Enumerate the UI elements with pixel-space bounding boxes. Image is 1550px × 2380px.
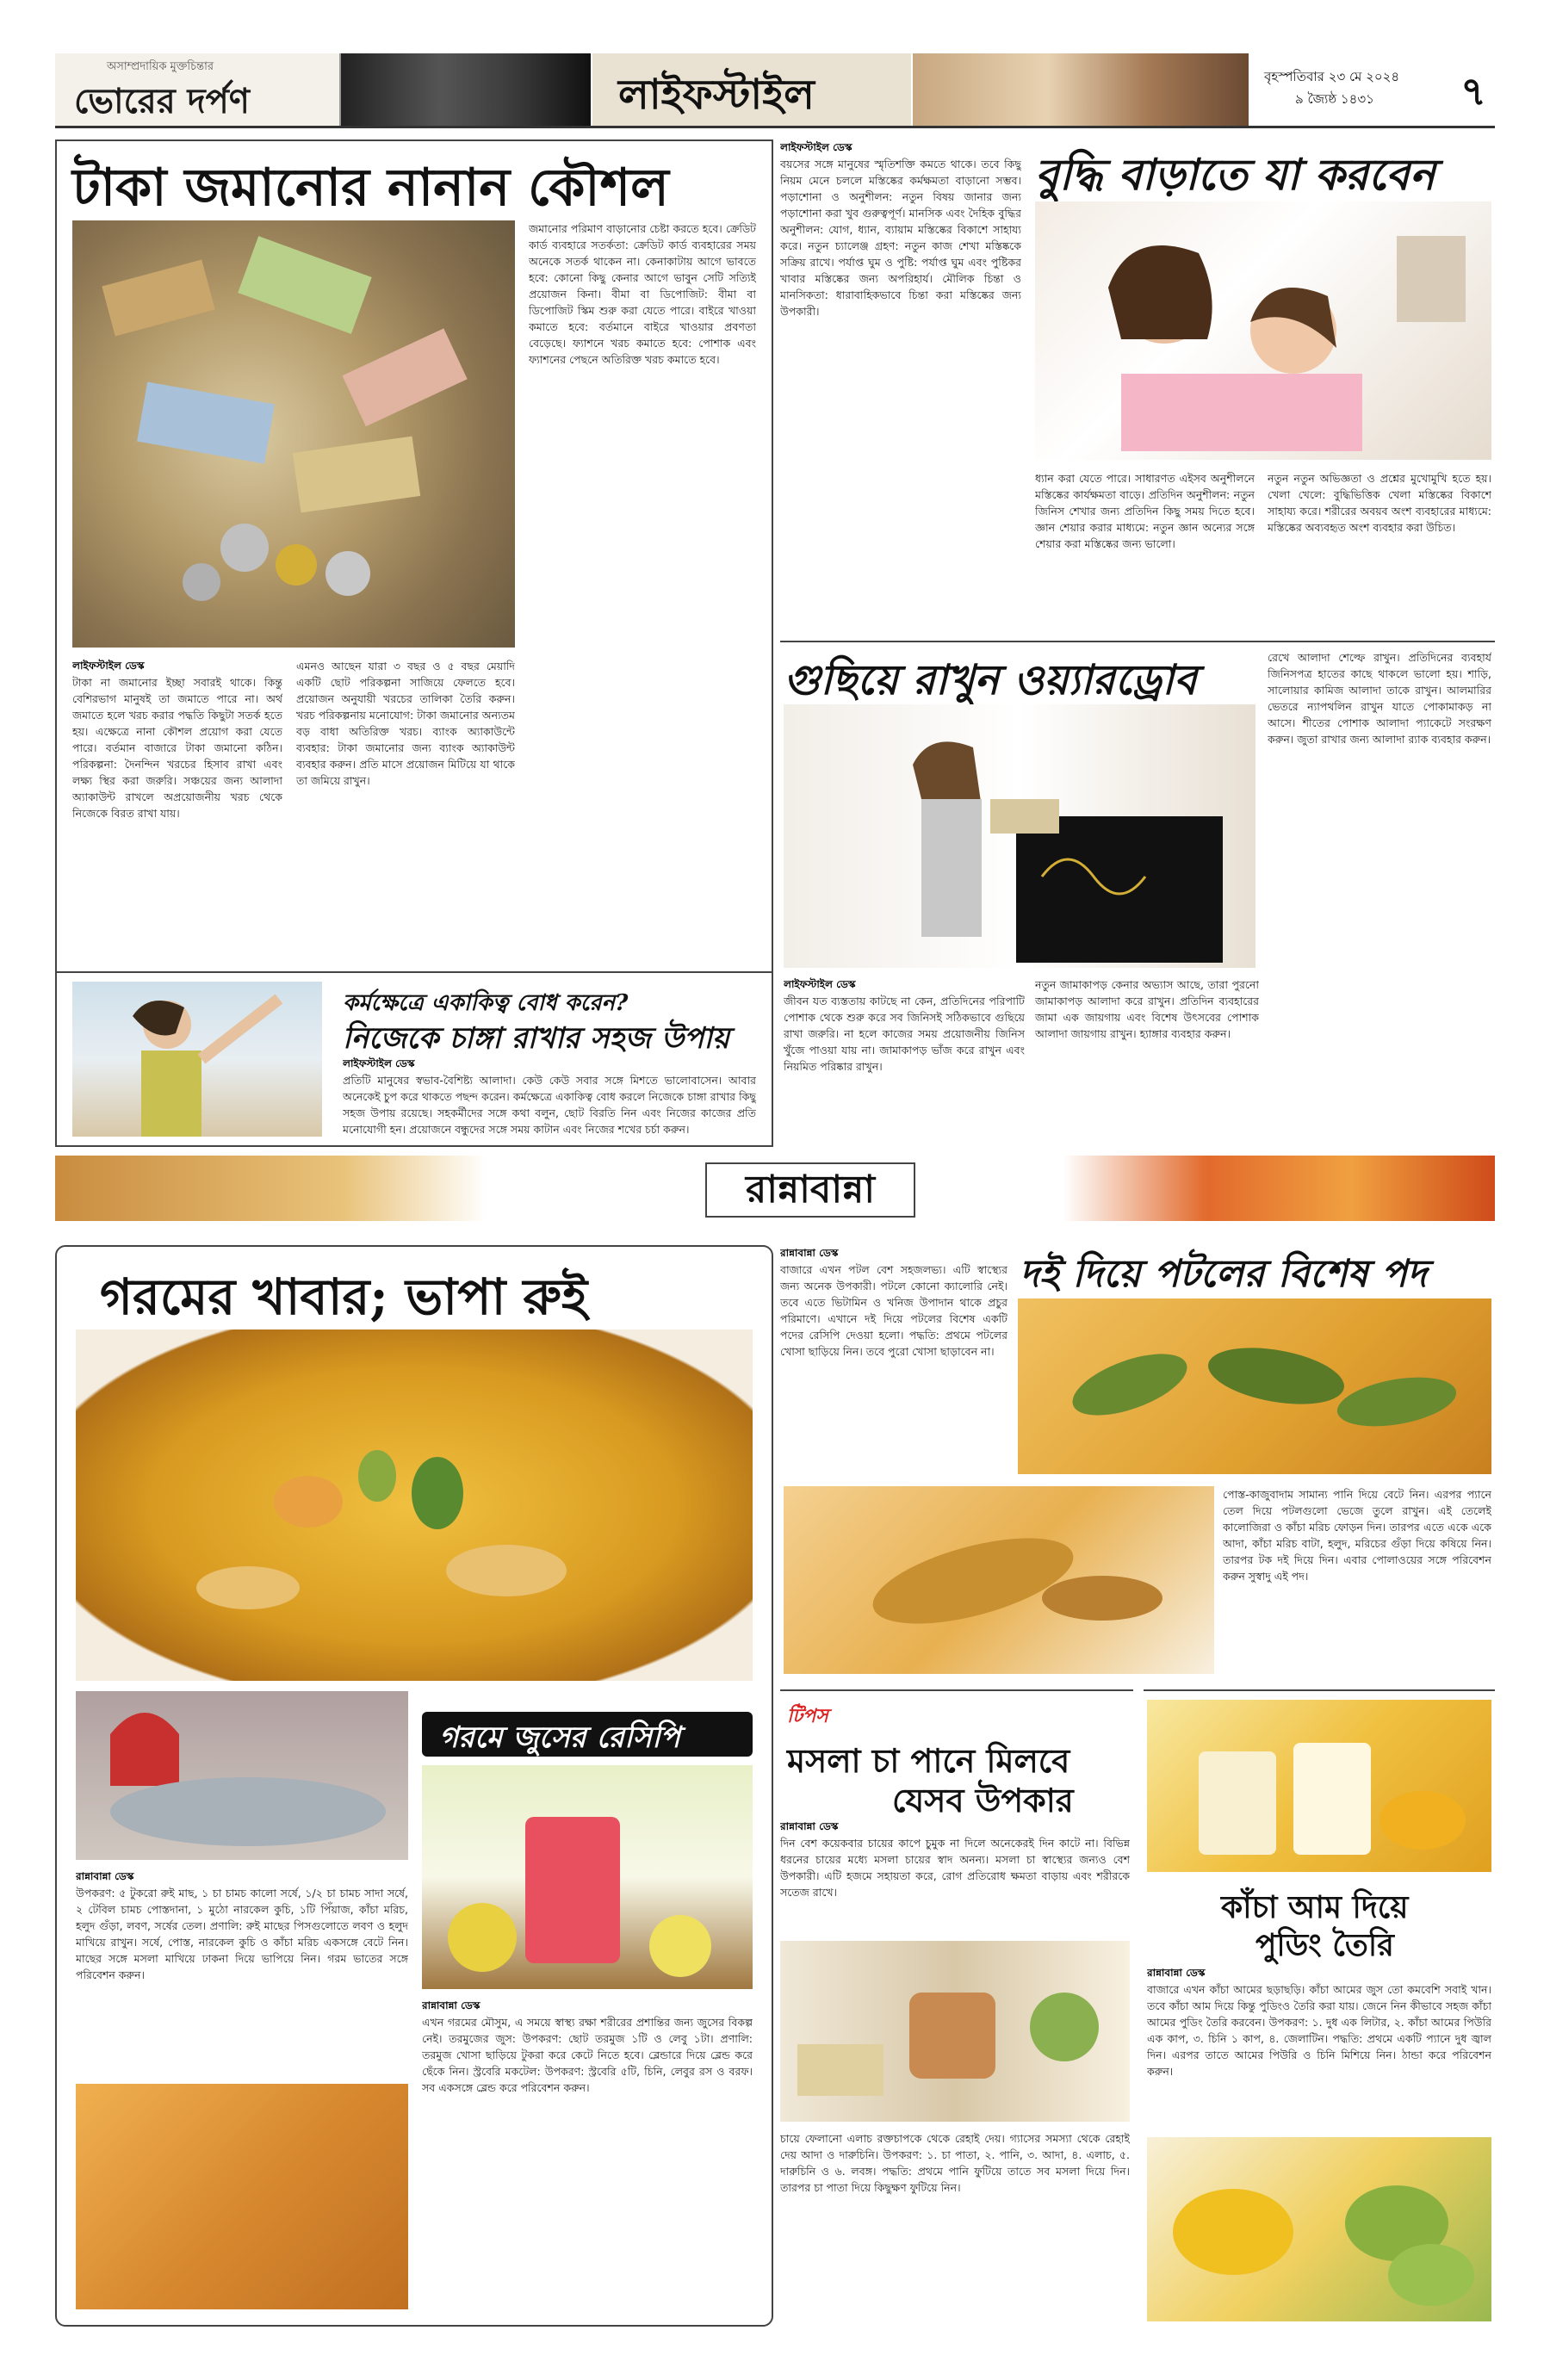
- money-illustration: [72, 220, 515, 648]
- article8-headline-line1: মসলা চা পানে মিলবে: [787, 1741, 1070, 1780]
- article2-kicker: কর্মক্ষেত্রে একাকিত্ব বোধ করেন?: [343, 990, 629, 1016]
- article6-headline: গরমে জুসের রেসিপি: [439, 1720, 680, 1755]
- woman-photo: [72, 982, 322, 1137]
- article3-headline: বুদ্ধি বাড়াতে যা করবেন: [1035, 149, 1435, 200]
- divider: [57, 971, 772, 973]
- raw-mango-photo: [1147, 2137, 1491, 2321]
- juice-header-box: [422, 1712, 753, 1757]
- article4-col3-text: রেখে আলাদা শেল্ফে রাখুন। প্রতিদিনের ব্যবহার্য জিনিসপত্র হাতের কাছে থাকলে ভালো হয়। শাড়ি, সালোয়ার কামিজ আলাদা তাকে রাখুন। আলমারির ভেতরে ন্যাপথলিন রাখুন যাতে পোকামাকড় না আসে। শীতের পোশাক আলাদা প্যাকেটে সংরক্ষণ করুন। জুতা রাখার জন্য আলাদা র‍্যাক ব্যবহার করুন।: [1268, 651, 1491, 746]
- article5-byline: রান্নাবান্না ডেস্ক: [76, 1870, 134, 1882]
- juice-photo: [422, 1765, 753, 1989]
- article4-col3: [1268, 649, 1491, 1140]
- article8-headline-line2: যেসব উপকার: [892, 1781, 1074, 1819]
- bhapa-rui-illustration: [76, 1329, 753, 1681]
- article1-headline: টাকা জমানোর নানান কৌশল: [72, 158, 669, 218]
- article2-body: [343, 1056, 756, 1138]
- article1-col3-text: জমানোর পরিমাণ বাড়ানোর চেষ্টা করতে হবে। ক্রেডিট কার্ড ব্যবহারে সতর্কতা: ক্রেডিট কার্ড ব্যবহারের সময় অনেকে সতর্ক থাকেন না। কেনাকাটায় আগে ভাবতে হবে: কোনো কিছু কেনার আগে ভাবুন সেটি সত্যিই প্রয়োজন কিনা। বীমা বা ডিপোজিট: বীমা বা ডিপোজিট স্কিম শুরু করা যেতে পারে। বাইরে খাওয়া কমাতে হবে: বর্তমানে বাইরে খাওয়ার প্রবণতা বেড়েছে। ফ্যাশনে খরচ কমাতে হবে: পোশাক এবং ফ্যাশনের পেছনে অতিরিক্ত খরচ কমাতে হবে।: [529, 222, 756, 366]
- article7-col2: [1223, 1486, 1491, 1674]
- wardrobe-photo: [784, 704, 1256, 968]
- article8-body2: [780, 2130, 1130, 2321]
- mother-child-photo: [1035, 201, 1491, 460]
- article4-col2-text: নতুন জামাকাপড় কেনার অভ্যাস আছে, তারা পুরনো জামাকাপড় আলাদা করে রাখুন। প্রতিদিন ব্যবহারের জামা এক জায়গায় এবং বিশেষ উৎসবের পোশাক আলাদা জায়গায় রাখুন। হ্যাঙ্গার ব্যবহার করুন।: [1035, 978, 1259, 1040]
- article9-body-text: বাজারে এখন কাঁচা আমের ছড়াছড়ি। কাঁচা আমের জুস তো কমবেশি সবাই খান। তবে কাঁচা আম দিয়ে কিন্তু পুডিংও তৈরি করা যায়। জেনে নিন কীভাবে সহজ কাঁচা আমের পুডিং তৈরি করবেন। উপকরণ: ১. দুধ এক লিটার, ২. কাঁচা আমের পিউরি এক কাপ, ৩. চিনি ১ কাপ, ৪. জেলাটিন। পদ্ধতি: প্রথমে একটি প্যানে দুধ জ্বাল দিন। এরপর তাতে আমের পিউরি ও চিনি মিশিয়ে নিন। ঠান্ডা করে পরিবেশন করুন।: [1147, 1983, 1491, 2078]
- article9-headline-line1: কাঁচা আম দিয়ে: [1221, 1889, 1409, 1925]
- hair-banner-image: [341, 53, 591, 126]
- mother-child-illustration: [1035, 201, 1491, 460]
- article4-byline: লাইফস্টাইল ডেস্ক: [784, 978, 856, 990]
- left-food-box: [55, 1245, 773, 2327]
- article9: [1144, 1689, 1495, 2325]
- article3-col3: [1268, 470, 1491, 634]
- article7-headline: দই দিয়ে পটলের বিশেষ পদ: [1020, 1252, 1428, 1296]
- article7-byline: রান্নাবান্না ডেস্ক: [780, 1247, 839, 1259]
- article7: [780, 1245, 1495, 1677]
- article9-body: [1147, 1965, 1491, 2129]
- article3-col2: [1035, 470, 1255, 634]
- article1-col1-text: টাকা না জমানোর ইচ্ছা সবারই থাকে। কিন্তু বেশিরভাগ মানুষই তা জমাতে পারে না। অর্থ জমাতে হলে খরচ করার পদ্ধতি কিছুটা সতর্ক হতে হয়। এক্ষেত্রে নানা কৌশল প্রয়োগ করা যেতে পারে। বর্তমান বাজারে টাকা জমানো কঠিন। পরিকল্পনা: দৈনন্দিন খরচের হিসাব রাখা এবং লক্ষ্য স্থির করা জরুরি। সঞ্চয়ের জন্য আলাদা অ্যাকাউন্ট রাখলে অপ্রয়োজনীয় খরচ থেকে নিজেকে বিরত রাখা যায়।: [72, 676, 282, 820]
- article5-body-text: উপকরণ: ৫ টুকরো রুই মাছ, ১ চা চামচ কালো সর্ষে, ১/২ চা চামচ সাদা সর্ষে, ২ টেবিল চামচ পোস্তদানা, ১ মুঠো নারকেল কুচি, ১টি পিঁয়াজ, কাঁচা মরিচ, হলুদ গুঁড়া, লবণ, সর্ষের তেল। প্রণালি: রুই মাছের পিসগুলোতে লবণ ও হলুদ মাখিয়ে রাখুন। সর্ষে, পোস্ত, নারকেল কুচি ও কাঁচা মরিচ একসঙ্গে বেটে নিন। মাছের সঙ্গে মসলা মাখিয়ে ঢাকনা দিয়ে ভাপিয়ে নিন। গরম ভাতের সঙ্গে পরিবেশন করুন।: [76, 1887, 408, 1981]
- left-top-box: [55, 139, 773, 1147]
- tea-illustration: [780, 1941, 1130, 2122]
- section-title: লাইফস্টাইল: [618, 71, 815, 119]
- article7-col1: [780, 1245, 1008, 1476]
- article1-col2: [296, 658, 515, 968]
- article7-col2-text: পোস্ত-কাজুবাদাম সামান্য পানি দিয়ে বেটে নিন। এরপর প্যানে তেল দিয়ে পটলগুলো ভেজে তুলে রাখুন। এই তেলেই কালোজিরা ও কাঁচা মরিচ ফোড়ন দিন। তারপর এতে একে একে আদা, কাঁচা মরিচ বাটা, হলুদ, মরিচের গুঁড়া দিয়ে কষিয়ে নিন। তারপর টক দই দিয়ে দিন। এবার পোলাওয়ের সঙ্গে পরিবেশন করুন সুস্বাদু এই পদ।: [1223, 1488, 1491, 1583]
- article4-col2: [1035, 976, 1259, 1140]
- article1-byline: লাইফস্টাইল ডেস্ক: [72, 660, 145, 672]
- article8: [780, 1689, 1133, 2325]
- paper-name: ভোরের দর্পণ: [74, 81, 250, 121]
- masthead: [55, 53, 1495, 128]
- wardrobe-illustration: [784, 704, 1256, 968]
- potol-illustration-1: [1018, 1298, 1491, 1474]
- raw-mango-illustration: [1147, 2137, 1491, 2321]
- date-line-2: ৯ জ্যৈষ্ঠ ১৪৩১: [1295, 91, 1374, 107]
- article5-body: [76, 1869, 408, 2075]
- article3-col1-text: বয়সের সঙ্গে মানুষের স্মৃতিশক্তি কমতে থাকে। তবে কিছু নিয়ম মেনে চললে মস্তিষ্কের কর্মক্ষমতা বাড়ানো সম্ভব। পড়াশোনা ও অনুশীলন: নতুন বিষয় জানার জন্য পড়াশোনা করা খুব গুরুত্বপূর্ণ। মানসিক এবং দৈহিক বুদ্ধির অনুশীলন: যোগ, ধ্যান, ব্যায়াম মস্তিষ্কের বিকাশে সাহায্য করে। নতুন চ্যালেঞ্জ গ্রহণ: নতুন কাজ শেখা মস্তিষ্ককে সক্রিয় রাখে। পর্যাপ্ত ঘুম ও পুষ্টি: পর্যাপ্ত ঘুম এবং পুষ্টিকর খাবার মস্তিষ্কের জন্য অপরিহার্য। মৌলিক চিন্তা ও মানসিকতা: ধারাবাহিকভাবে চিন্তা করা মস্তিষ্কের জন্য উপকারী।: [780, 158, 1021, 318]
- article4-col1-text: জীবন যত ব্যস্ততায় কাটছে না কেন, প্রতিদিনের পরিপাটি পোশাক থেকে শুরু করে সব জিনিসই সঠিকভাবে গুছিয়ে রাখা জরুরি। না হলে কাজের সময় প্রয়োজনীয় জিনিস খুঁজে পাওয়া যায় না। জামাকাপড় ভাঁজ করে রাখুন এবং নিয়মিত পরিষ্কার রাখুন।: [784, 995, 1025, 1073]
- article1-col2-text: এমনও আছেন যারা ৩ বছর ও ৫ বছর মেয়াদি একটি ছোট পরিকল্পনা সাজিয়ে ফেলতে হবে। প্রয়োজন অনুযায়ী খরচের তালিকা তৈরি করুন। খরচ পরিকল্পনায় মনোযোগ: টাকা জমানোর অন্যতম বড় বাধা অতিরিক্ত খরচ। ব্যাংক অ্যাকাউন্টে ব্যবহার: টাকা জমানোর জন্য ব্যাংক অ্যাকাউন্ট ব্যবহার করুন। প্রতি মাসে প্রয়োজন মিটিয়ে যা থাকে তা জমিয়ে রাখুন।: [296, 660, 515, 787]
- article9-byline: রান্নাবান্না ডেস্ক: [1147, 1967, 1206, 1979]
- article2-byline: লাইফস্টাইল ডেস্ক: [343, 1057, 415, 1069]
- article1-col3: [529, 220, 756, 968]
- article2-headline: নিজেকে চাঙ্গা রাখার সহজ উপায়: [343, 1021, 730, 1056]
- article8-body: [780, 1819, 1130, 1936]
- article3-col3-text: নতুন নতুন অভিজ্ঞতা ও প্রশ্নের মুখোমুখি হতে হয়। খেলা খেলে: বুদ্ধিভিত্তিক খেলা মস্তিষ্কের বিকাশে সাহায্য করে। শরীরের অবয়ব অংশ ব্যবহারের মাধ্যমে: মস্তিষ্কের অব্যবহৃত অংশ ব্যবহার করা উচিত।: [1268, 472, 1491, 534]
- date-line-1: বৃহস্পতিবার ২৩ মে ২০২৪: [1264, 69, 1400, 84]
- article3-byline: লাইফস্টাইল ডেস্ক: [780, 141, 852, 153]
- article4: [780, 641, 1495, 1145]
- article6-byline: রান্নাবান্না ডেস্ক: [422, 1999, 480, 2011]
- potol-photo-1: [1018, 1298, 1491, 1474]
- article6-body: [422, 1998, 753, 2309]
- article8-byline: রান্নাবান্না ডেস্ক: [780, 1820, 839, 1832]
- article3-col1: [780, 139, 1021, 561]
- mango-pudding-illustration: [1147, 1700, 1491, 1872]
- article7-col1-text: বাজারে এখন পটল বেশ সহজলভ্য। এটি স্বাস্থ্যের জন্য অনেক উপকারী। পটলে কোনো ক্যালোরি নেই। তবে এতে ভিটামিন ও খনিজ উপাদান থাকে প্রচুর পরিমাণে। এখানে দই দিয়ে পটলের বিশেষ একটি পদের রেসিপি দেওয়া হলো। পদ্ধতি: প্রথমে পটলের খোসা ছাড়িয়ে নিন। তবে পুরো খোসা ছাড়াবেন না।: [780, 1263, 1008, 1358]
- food-section-label: রান্নাবান্না: [705, 1162, 915, 1218]
- potol-photo-2: [784, 1486, 1214, 1674]
- article6-body-text: এখন গরমের মৌসুম, এ সময়ে স্বাস্থ্য রক্ষা শরীরের প্রশান্তির জন্য জুসের বিকল্প নেই। তরমুজের জুস: উপকরণ: ছোট তরমুজ ১টি ও লেবু ১টা। প্রণালি: তরমুজ খোসা ছাড়িয়ে টুকরা করে কেটে নিতে হবে। ব্লেন্ডারে দিয়ে ব্লেন্ড করে ছেঁকে নিন। স্ট্রবেরি মকটেল: উপকরণ: স্ট্রবেরি ৫টি, চিনি, লেবুর রস ও বরফ। সব একসঙ্গে ব্লেন্ড করে পরিবেশন করুন।: [422, 2016, 753, 2094]
- paper-tagline: অসাম্প্রদায়িক মুক্তচিন্তার: [107, 60, 214, 73]
- paper-logo: [55, 53, 341, 126]
- woman-illustration: [72, 982, 322, 1137]
- article1-col1: [72, 658, 282, 968]
- article8-body2-text: চায়ে ফেলানো এলাচ রক্তচাপকে থেকে রেহাই দেয়। গ্যাসের সমস্যা থেকে রেহাই দেয় আদা ও দারুচিনি। উপকরণ: ১. চা পাতা, ২. পানি, ৩. আদা, ৪. এলাচ, ৫. দারুচিনি ও ৬. লবঙ্গ। পদ্ধতি: প্রথমে পানি ফুটিয়ে তাতে সব মসলা দিয়ে দিন। তারপর চা পাতা দিয়ে কিছুক্ষণ ফুটিয়ে নিন।: [780, 2132, 1130, 2194]
- page-number: ৭: [1460, 68, 1486, 115]
- article3: [780, 139, 1495, 639]
- article9-headline-line2: পুডিং তৈরি: [1256, 1927, 1394, 1963]
- article4-headline: গুছিয়ে রাখুন ওয়্যারড্রোব: [784, 656, 1197, 704]
- fish-vendor-illustration: [76, 1691, 408, 1860]
- money-photo: [72, 220, 515, 648]
- food-section-banner: [55, 1156, 1495, 1221]
- article4-col1: [784, 976, 1025, 1140]
- tea-photo: [780, 1941, 1130, 2122]
- mango-pudding-photo: [1147, 1700, 1491, 1872]
- tips-label: টিপস: [787, 1706, 828, 1727]
- section-banner: [592, 53, 911, 126]
- juice-illustration: [422, 1765, 753, 1989]
- article8-body-text: দিন বেশ কয়েকবার চায়ের কাপে চুমুক না দিলে অনেকেরই দিন কাটে না। বিভিন্ন ধরনের চায়ের মধ্যে মসলা চায়ের স্বাদ অনন্য। মসলা চা স্বাস্থ্যের জন্যও বেশ উপকারী। এটি হজমে সহায়তা করে, রোগ প্রতিরোধ ক্ষমতা বাড়ায় এবং শরীরকে সতেজ রাখে।: [780, 1837, 1130, 1899]
- article3-col2-text: ধ্যান করা যেতে পারে। সাধারণত এইসব অনুশীলনে মস্তিষ্কের কার্যক্ষমতা বাড়ে। প্রতিদিন অনুশীলন: নতুন জিনিস শেখার জন্য প্রতিদিন কিছু সময় দিতে হবে। জ্ঞান শেয়ার করার মাধ্যমে: নতুন জ্ঞান অন্যের সঙ্গে শেয়ার করা মস্তিষ্কের জন্য ভালো।: [1035, 472, 1255, 550]
- date-block: [1252, 53, 1495, 126]
- bhapa-rui-photo: [76, 1329, 753, 1681]
- article5-headline: গরমের খাবার; ভাপা রুই: [100, 1267, 588, 1326]
- spa-banner-image: [913, 53, 1249, 126]
- potol-illustration-2: [784, 1486, 1214, 1674]
- article2-body-text: প্রতিটি মানুষের স্বভাব-বৈশিষ্ট্য আলাদা। কেউ কেউ সবার সঙ্গে মিশতে ভালোবাসেন। আবার অনেকেই চুপ করে থাকতে পছন্দ করেন। কর্মক্ষেত্রে একাকিত্ব বোধ করলে নিজেকে চাঙ্গা রাখার কিছু সহজ উপায় রয়েছে। সহকর্মীদের সঙ্গে কথা বলুন, ছোট বিরতি নিন এবং নিজের কাজের প্রতি মনোযোগী হন। প্রয়োজনে বন্ধুদের সঙ্গে সময় কাটান এবং নিজের শখের চর্চা করুন।: [343, 1074, 756, 1136]
- fried-dish-photo: [76, 2084, 408, 2309]
- fish-vendor-photo: [76, 1691, 408, 1860]
